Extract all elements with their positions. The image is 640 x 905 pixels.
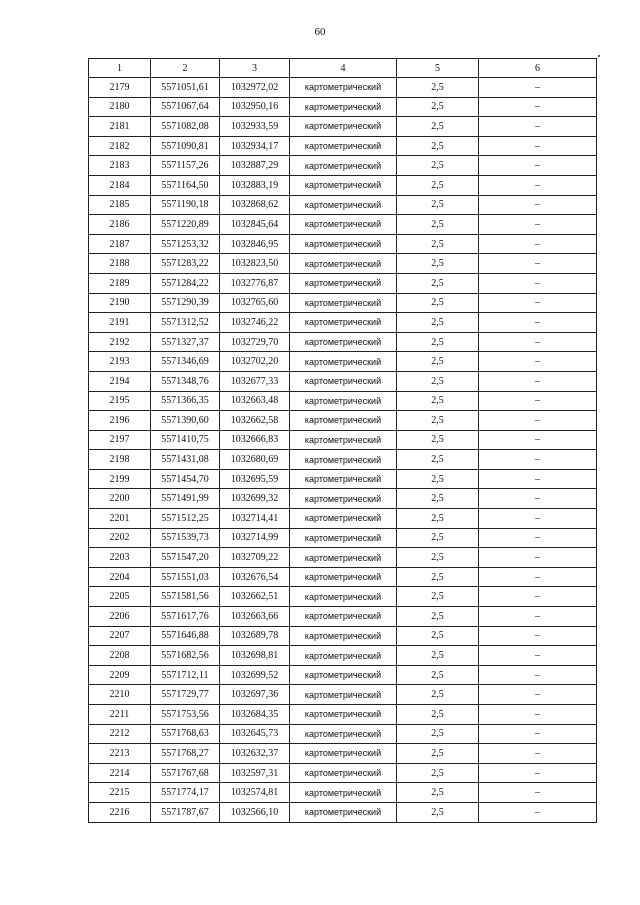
accuracy-cell: 2,5 <box>397 136 479 156</box>
column-header: 6 <box>479 59 597 78</box>
note-cell: – <box>479 273 597 293</box>
x-coordinate-cell: 5571454,70 <box>151 469 220 489</box>
accuracy-cell: 2,5 <box>397 175 479 195</box>
accuracy-cell: 2,5 <box>397 685 479 705</box>
y-coordinate-cell: 1032566,10 <box>220 802 290 822</box>
y-coordinate-cell: 1032729,70 <box>220 332 290 352</box>
table-row <box>89 587 597 607</box>
column-header: 1 <box>89 59 151 78</box>
accuracy-cell: 2,5 <box>397 607 479 627</box>
y-coordinate-cell: 1032680,69 <box>220 450 290 470</box>
point-number-cell: 2201 <box>89 509 151 529</box>
point-number-cell: 2214 <box>89 763 151 783</box>
accuracy-cell: 2,5 <box>397 665 479 685</box>
x-coordinate-cell: 5571348,76 <box>151 371 220 391</box>
y-coordinate-cell: 1032709,22 <box>220 548 290 568</box>
coordinates-table <box>88 58 597 823</box>
x-coordinate-cell: 5571051,61 <box>151 78 220 98</box>
x-coordinate-cell: 5571410,75 <box>151 430 220 450</box>
y-coordinate-cell: 1032714,99 <box>220 528 290 548</box>
accuracy-cell: 2,5 <box>397 763 479 783</box>
accuracy-cell: 2,5 <box>397 332 479 352</box>
method-cell: картометрический <box>290 156 397 176</box>
point-number-cell: 2208 <box>89 646 151 666</box>
table-row <box>89 175 597 195</box>
table-row <box>89 215 597 235</box>
x-coordinate-cell: 5571767,68 <box>151 763 220 783</box>
note-cell: – <box>479 626 597 646</box>
x-coordinate-cell: 5571768,63 <box>151 724 220 744</box>
note-cell: – <box>479 371 597 391</box>
accuracy-cell: 2,5 <box>397 802 479 822</box>
method-cell: картометрический <box>290 78 397 98</box>
accuracy-cell: 2,5 <box>397 626 479 646</box>
column-header: 5 <box>397 59 479 78</box>
table-row <box>89 136 597 156</box>
y-coordinate-cell: 1032684,35 <box>220 705 290 725</box>
point-number-cell: 2186 <box>89 215 151 235</box>
table-row <box>89 626 597 646</box>
point-number-cell: 2196 <box>89 411 151 431</box>
accuracy-cell: 2,5 <box>397 215 479 235</box>
y-coordinate-cell: 1032845,64 <box>220 215 290 235</box>
accuracy-cell: 2,5 <box>397 724 479 744</box>
point-number-cell: 2212 <box>89 724 151 744</box>
note-cell: – <box>479 763 597 783</box>
table-row <box>89 509 597 529</box>
column-header: 3 <box>220 59 290 78</box>
method-cell: картометрический <box>290 783 397 803</box>
y-coordinate-cell: 1032666,83 <box>220 430 290 450</box>
y-coordinate-cell: 1032597,31 <box>220 763 290 783</box>
table-body <box>89 78 597 823</box>
point-number-cell: 2179 <box>89 78 151 98</box>
note-cell: – <box>479 254 597 274</box>
point-number-cell: 2191 <box>89 313 151 333</box>
method-cell: картометрический <box>290 175 397 195</box>
y-coordinate-cell: 1032677,33 <box>220 371 290 391</box>
x-coordinate-cell: 5571082,08 <box>151 117 220 137</box>
y-coordinate-cell: 1032746,22 <box>220 313 290 333</box>
method-cell: картометрический <box>290 587 397 607</box>
x-coordinate-cell: 5571090,81 <box>151 136 220 156</box>
point-number-cell: 2194 <box>89 371 151 391</box>
method-cell: картометрический <box>290 548 397 568</box>
table-row <box>89 195 597 215</box>
accuracy-cell: 2,5 <box>397 371 479 391</box>
note-cell: – <box>479 705 597 725</box>
x-coordinate-cell: 5571157,26 <box>151 156 220 176</box>
point-number-cell: 2215 <box>89 783 151 803</box>
point-number-cell: 2206 <box>89 607 151 627</box>
point-number-cell: 2205 <box>89 587 151 607</box>
method-cell: картометрический <box>290 469 397 489</box>
method-cell: картометрический <box>290 450 397 470</box>
x-coordinate-cell: 5571712,11 <box>151 665 220 685</box>
x-coordinate-cell: 5571431,08 <box>151 450 220 470</box>
x-coordinate-cell: 5571327,37 <box>151 332 220 352</box>
accuracy-cell: 2,5 <box>397 195 479 215</box>
note-cell: – <box>479 313 597 333</box>
method-cell: картометрический <box>290 646 397 666</box>
accuracy-cell: 2,5 <box>397 391 479 411</box>
accuracy-cell: 2,5 <box>397 117 479 137</box>
accuracy-cell: 2,5 <box>397 352 479 372</box>
x-coordinate-cell: 5571067,64 <box>151 97 220 117</box>
note-cell: – <box>479 117 597 137</box>
point-number-cell: 2192 <box>89 332 151 352</box>
point-number-cell: 2204 <box>89 567 151 587</box>
table-row <box>89 293 597 313</box>
note-cell: – <box>479 587 597 607</box>
table-row <box>89 469 597 489</box>
method-cell: картометрический <box>290 724 397 744</box>
x-coordinate-cell: 5571284,22 <box>151 273 220 293</box>
note-cell: – <box>479 332 597 352</box>
x-coordinate-cell: 5571547,20 <box>151 548 220 568</box>
note-cell: – <box>479 567 597 587</box>
x-coordinate-cell: 5571283,22 <box>151 254 220 274</box>
y-coordinate-cell: 1032934,17 <box>220 136 290 156</box>
note-cell: – <box>479 646 597 666</box>
note-cell: – <box>479 293 597 313</box>
point-number-cell: 2197 <box>89 430 151 450</box>
accuracy-cell: 2,5 <box>397 646 479 666</box>
method-cell: картометрический <box>290 528 397 548</box>
point-number-cell: 2198 <box>89 450 151 470</box>
x-coordinate-cell: 5571253,32 <box>151 234 220 254</box>
method-cell: картометрический <box>290 665 397 685</box>
table-row <box>89 646 597 666</box>
x-coordinate-cell: 5571646,88 <box>151 626 220 646</box>
point-number-cell: 2180 <box>89 97 151 117</box>
y-coordinate-cell: 1032698,81 <box>220 646 290 666</box>
table-row <box>89 254 597 274</box>
note-cell: – <box>479 391 597 411</box>
column-header: 4 <box>290 59 397 78</box>
y-coordinate-cell: 1032699,52 <box>220 665 290 685</box>
note-cell: – <box>479 528 597 548</box>
note-cell: – <box>479 802 597 822</box>
note-cell: – <box>479 430 597 450</box>
y-coordinate-cell: 1032972,02 <box>220 78 290 98</box>
y-coordinate-cell: 1032846,95 <box>220 234 290 254</box>
x-coordinate-cell: 5571312,52 <box>151 313 220 333</box>
method-cell: картометрический <box>290 234 397 254</box>
note-cell: – <box>479 469 597 489</box>
table-row <box>89 783 597 803</box>
y-coordinate-cell: 1032776,87 <box>220 273 290 293</box>
accuracy-cell: 2,5 <box>397 254 479 274</box>
note-cell: – <box>479 97 597 117</box>
accuracy-cell: 2,5 <box>397 705 479 725</box>
x-coordinate-cell: 5571539,73 <box>151 528 220 548</box>
point-number-cell: 2189 <box>89 273 151 293</box>
y-coordinate-cell: 1032676,54 <box>220 567 290 587</box>
table-row <box>89 156 597 176</box>
accuracy-cell: 2,5 <box>397 78 479 98</box>
x-coordinate-cell: 5571581,56 <box>151 587 220 607</box>
point-number-cell: 2211 <box>89 705 151 725</box>
table-header-row <box>89 59 597 78</box>
note-cell: – <box>479 724 597 744</box>
note-cell: – <box>479 411 597 431</box>
table-row <box>89 352 597 372</box>
x-coordinate-cell: 5571787,67 <box>151 802 220 822</box>
table-row <box>89 234 597 254</box>
point-number-cell: 2193 <box>89 352 151 372</box>
accuracy-cell: 2,5 <box>397 509 479 529</box>
accuracy-cell: 2,5 <box>397 567 479 587</box>
point-number-cell: 2183 <box>89 156 151 176</box>
x-coordinate-cell: 5571774,17 <box>151 783 220 803</box>
y-coordinate-cell: 1032695,59 <box>220 469 290 489</box>
table-row <box>89 744 597 764</box>
method-cell: картометрический <box>290 567 397 587</box>
y-coordinate-cell: 1032574,81 <box>220 783 290 803</box>
method-cell: картометрический <box>290 705 397 725</box>
note-cell: – <box>479 450 597 470</box>
method-cell: картометрический <box>290 411 397 431</box>
point-number-cell: 2185 <box>89 195 151 215</box>
accuracy-cell: 2,5 <box>397 430 479 450</box>
accuracy-cell: 2,5 <box>397 783 479 803</box>
x-coordinate-cell: 5571617,76 <box>151 607 220 627</box>
y-coordinate-cell: 1032868,62 <box>220 195 290 215</box>
point-number-cell: 2184 <box>89 175 151 195</box>
table-row <box>89 802 597 822</box>
note-cell: – <box>479 685 597 705</box>
table-row <box>89 705 597 725</box>
table-row <box>89 273 597 293</box>
point-number-cell: 2207 <box>89 626 151 646</box>
y-coordinate-cell: 1032950,16 <box>220 97 290 117</box>
point-number-cell: 2199 <box>89 469 151 489</box>
point-number-cell: 2190 <box>89 293 151 313</box>
y-coordinate-cell: 1032887,29 <box>220 156 290 176</box>
y-coordinate-cell: 1032697,36 <box>220 685 290 705</box>
note-cell: – <box>479 136 597 156</box>
accuracy-cell: 2,5 <box>397 156 479 176</box>
accuracy-cell: 2,5 <box>397 411 479 431</box>
table-row <box>89 724 597 744</box>
accuracy-cell: 2,5 <box>397 313 479 333</box>
method-cell: картометрический <box>290 685 397 705</box>
x-coordinate-cell: 5571346,69 <box>151 352 220 372</box>
y-coordinate-cell: 1032663,66 <box>220 607 290 627</box>
x-coordinate-cell: 5571729,77 <box>151 685 220 705</box>
note-cell: – <box>479 352 597 372</box>
method-cell: картометрический <box>290 489 397 509</box>
x-coordinate-cell: 5571390,60 <box>151 411 220 431</box>
note-cell: – <box>479 156 597 176</box>
table-row <box>89 391 597 411</box>
method-cell: картометрический <box>290 802 397 822</box>
point-number-cell: 2195 <box>89 391 151 411</box>
table-row <box>89 607 597 627</box>
y-coordinate-cell: 1032662,58 <box>220 411 290 431</box>
accuracy-cell: 2,5 <box>397 744 479 764</box>
table-row <box>89 763 597 783</box>
point-number-cell: 2203 <box>89 548 151 568</box>
accuracy-cell: 2,5 <box>397 469 479 489</box>
y-coordinate-cell: 1032645,73 <box>220 724 290 744</box>
note-cell: – <box>479 509 597 529</box>
method-cell: картометрический <box>290 293 397 313</box>
table-row <box>89 371 597 391</box>
table-row <box>89 567 597 587</box>
y-coordinate-cell: 1032699,32 <box>220 489 290 509</box>
x-coordinate-cell: 5571491,99 <box>151 489 220 509</box>
method-cell: картометрический <box>290 273 397 293</box>
table-row <box>89 97 597 117</box>
method-cell: картометрический <box>290 626 397 646</box>
point-number-cell: 2202 <box>89 528 151 548</box>
accuracy-cell: 2,5 <box>397 273 479 293</box>
note-cell: – <box>479 489 597 509</box>
table-row <box>89 548 597 568</box>
x-coordinate-cell: 5571512,25 <box>151 509 220 529</box>
method-cell: картометрический <box>290 313 397 333</box>
method-cell: картометрический <box>290 117 397 137</box>
method-cell: картометрический <box>290 607 397 627</box>
table-row <box>89 450 597 470</box>
x-coordinate-cell: 5571190,18 <box>151 195 220 215</box>
note-cell: – <box>479 78 597 98</box>
note-cell: – <box>479 783 597 803</box>
table-row <box>89 411 597 431</box>
table-row <box>89 313 597 333</box>
point-number-cell: 2210 <box>89 685 151 705</box>
method-cell: картометрический <box>290 509 397 529</box>
note-cell: – <box>479 175 597 195</box>
note-cell: – <box>479 607 597 627</box>
point-number-cell: 2209 <box>89 665 151 685</box>
method-cell: картометрический <box>290 136 397 156</box>
point-number-cell: 2216 <box>89 802 151 822</box>
accuracy-cell: 2,5 <box>397 528 479 548</box>
y-coordinate-cell: 1032632,37 <box>220 744 290 764</box>
x-coordinate-cell: 5571164,50 <box>151 175 220 195</box>
accuracy-cell: 2,5 <box>397 587 479 607</box>
x-coordinate-cell: 5571220,89 <box>151 215 220 235</box>
method-cell: картометрический <box>290 391 397 411</box>
method-cell: картометрический <box>290 352 397 372</box>
x-coordinate-cell: 5571753,56 <box>151 705 220 725</box>
point-number-cell: 2182 <box>89 136 151 156</box>
method-cell: картометрический <box>290 332 397 352</box>
note-cell: – <box>479 548 597 568</box>
method-cell: картометрический <box>290 195 397 215</box>
point-number-cell: 2200 <box>89 489 151 509</box>
method-cell: картометрический <box>290 371 397 391</box>
table-row <box>89 489 597 509</box>
point-number-cell: 2188 <box>89 254 151 274</box>
y-coordinate-cell: 1032689,78 <box>220 626 290 646</box>
y-coordinate-cell: 1032702,20 <box>220 352 290 372</box>
table-row <box>89 332 597 352</box>
table-row <box>89 430 597 450</box>
accuracy-cell: 2,5 <box>397 293 479 313</box>
method-cell: картометрический <box>290 744 397 764</box>
table-row <box>89 665 597 685</box>
method-cell: картометрический <box>290 430 397 450</box>
method-cell: картометрический <box>290 97 397 117</box>
note-cell: – <box>479 195 597 215</box>
table-row <box>89 78 597 98</box>
x-coordinate-cell: 5571682,56 <box>151 646 220 666</box>
method-cell: картометрический <box>290 763 397 783</box>
accuracy-cell: 2,5 <box>397 450 479 470</box>
method-cell: картометрический <box>290 254 397 274</box>
method-cell: картометрический <box>290 215 397 235</box>
point-number-cell: 2213 <box>89 744 151 764</box>
y-coordinate-cell: 1032933,59 <box>220 117 290 137</box>
y-coordinate-cell: 1032823,50 <box>220 254 290 274</box>
note-cell: – <box>479 234 597 254</box>
x-coordinate-cell: 5571366,35 <box>151 391 220 411</box>
y-coordinate-cell: 1032714,41 <box>220 509 290 529</box>
y-coordinate-cell: 1032663,48 <box>220 391 290 411</box>
y-coordinate-cell: 1032662,51 <box>220 587 290 607</box>
y-coordinate-cell: 1032883,19 <box>220 175 290 195</box>
accuracy-cell: 2,5 <box>397 97 479 117</box>
note-cell: – <box>479 665 597 685</box>
y-coordinate-cell: 1032765,60 <box>220 293 290 313</box>
table-row <box>89 117 597 137</box>
note-cell: – <box>479 744 597 764</box>
x-coordinate-cell: 5571551,03 <box>151 567 220 587</box>
x-coordinate-cell: 5571768,27 <box>151 744 220 764</box>
note-cell: – <box>479 215 597 235</box>
accuracy-cell: 2,5 <box>397 548 479 568</box>
x-coordinate-cell: 5571290,39 <box>151 293 220 313</box>
accuracy-cell: 2,5 <box>397 234 479 254</box>
page-number: 60 <box>314 26 326 38</box>
accuracy-cell: 2,5 <box>397 489 479 509</box>
column-header: 2 <box>151 59 220 78</box>
scan-speck <box>598 55 600 57</box>
point-number-cell: 2187 <box>89 234 151 254</box>
table-row <box>89 685 597 705</box>
point-number-cell: 2181 <box>89 117 151 137</box>
table-row <box>89 528 597 548</box>
